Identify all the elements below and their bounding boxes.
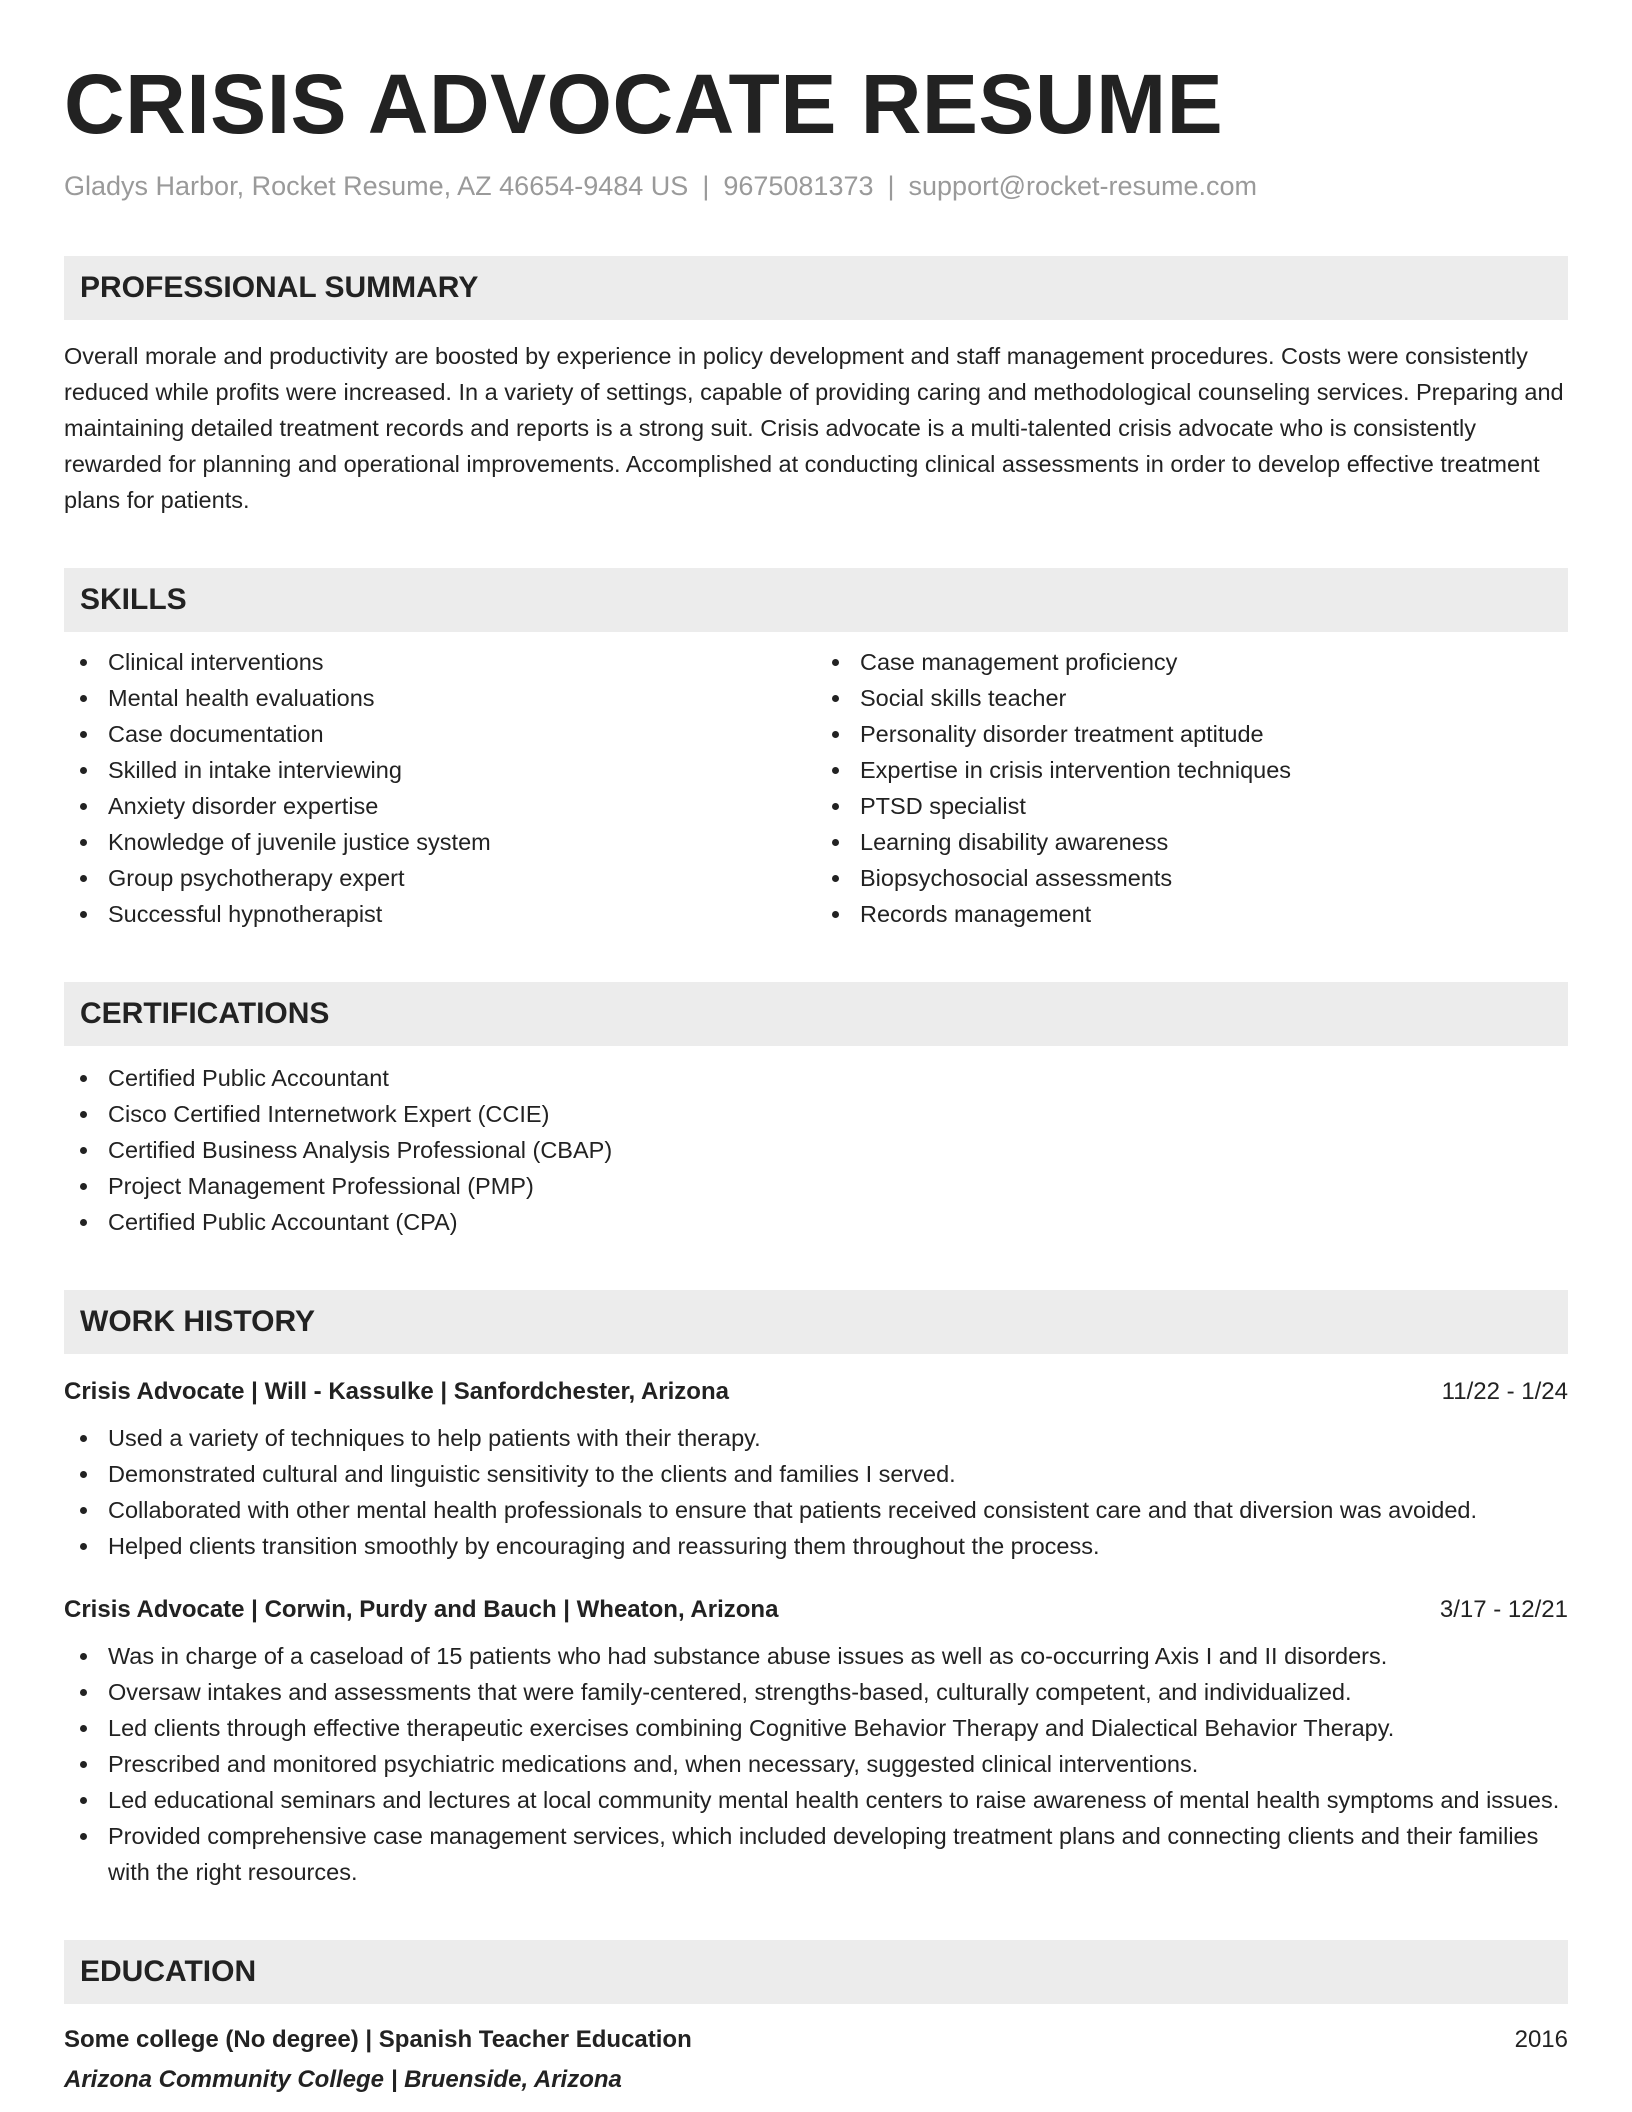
certification-item: Certified Public Accountant (64, 1060, 1568, 1096)
section-heading-summary: PROFESSIONAL SUMMARY (64, 256, 1568, 320)
job-bullet: Used a variety of techniques to help patients with their therapy. (64, 1420, 1568, 1456)
education-degree: Some college (No degree) | Spanish Teacher Education (64, 2026, 692, 2053)
job-header (64, 1374, 1568, 1410)
section-heading-certifications: CERTIFICATIONS (64, 982, 1568, 1046)
job-bullet: Led educational seminars and lectures at local community mental health centers to raise awareness of mental health symptoms and issues. (64, 1782, 1568, 1818)
section-heading-skills: SKILLS (64, 568, 1568, 632)
job-bullets (64, 1638, 1568, 1890)
skill-item: Mental health evaluations (64, 680, 816, 716)
certification-item: Certified Business Analysis Professional (CBAP) (64, 1132, 1568, 1168)
job-header (64, 1592, 1568, 1628)
skills-grid (64, 644, 1568, 932)
skill-item: Biopsychosocial assessments (816, 860, 1568, 896)
job-bullet: Prescribed and monitored psychiatric medications and, when necessary, suggested clinical interventions. (64, 1746, 1568, 1782)
skill-item: Group psychotherapy expert (64, 860, 816, 896)
skill-item: Case documentation (64, 716, 816, 752)
skill-item: Social skills teacher (816, 680, 1568, 716)
skill-item: PTSD specialist (816, 788, 1568, 824)
job-title: Crisis Advocate | Corwin, Purdy and Bauch | Wheaton, Arizona (64, 1596, 779, 1623)
certification-item: Certified Public Accountant (CPA) (64, 1204, 1568, 1240)
contact-email: support@rocket-resume.com (908, 171, 1258, 201)
job-dates: 3/17 - 12/21 (1439, 1596, 1568, 1623)
education-school: Arizona Community College | Bruenside, Arizona (64, 2066, 622, 2093)
job-bullet: Oversaw intakes and assessments that were family-centered, strengths-based, culturally competent, and individualized. (64, 1674, 1568, 1710)
job-bullet: Collaborated with other mental health professionals to ensure that patients received consistent care and that diversion was avoided. (64, 1492, 1568, 1528)
contact-separator: | (887, 171, 895, 201)
job-bullet: Was in charge of a caseload of 15 patients who had substance abuse issues as well as co-occurring Axis I and II disorders. (64, 1638, 1568, 1674)
skill-item: Clinical interventions (64, 644, 816, 680)
job-dates: 11/22 - 1/24 (1441, 1378, 1568, 1405)
contact-address: Gladys Harbor, Rocket Resume, AZ 46654-9484 US (64, 171, 689, 201)
skill-item: Personality disorder treatment aptitude (816, 716, 1568, 752)
contact-line (64, 168, 1568, 204)
education-header (64, 2022, 1568, 2058)
skills-column-right (816, 644, 1568, 932)
skill-item: Records management (816, 896, 1568, 932)
skill-item: Case management proficiency (816, 644, 1568, 680)
contact-phone: 9675081373 (723, 171, 874, 201)
section-heading-work-history: WORK HISTORY (64, 1290, 1568, 1354)
skill-item: Anxiety disorder expertise (64, 788, 816, 824)
job-bullet: Helped clients transition smoothly by encouraging and reassuring them throughout the process. (64, 1528, 1568, 1564)
job-bullet: Demonstrated cultural and linguistic sensitivity to the clients and families I served. (64, 1456, 1568, 1492)
job-title: Crisis Advocate | Will - Kassulke | Sanfordchester, Arizona (64, 1378, 729, 1405)
summary-text: Overall morale and productivity are boosted by experience in policy development and staff management procedures. Costs were consistently reduced while profits were increased. In a variety of settings, capable of providing caring and methodological counseling services. Preparing and maintaining detailed treatment records and reports is a strong suit. Crisis advocate is a multi-talented crisis advocate who is consistently rewarded for planning and operational improvements. Accomplished at conducting clinical assessments in order to develop effective treatment plans for patients. (64, 343, 1564, 513)
job-bullet: Provided comprehensive case management services, which included developing treatment plans and connecting clients and their families with the right resources. (64, 1818, 1568, 1890)
job-bullets (64, 1420, 1568, 1564)
job-entry (64, 1592, 1568, 1890)
skill-item: Successful hypnotherapist (64, 896, 816, 932)
skill-item: Knowledge of juvenile justice system (64, 824, 816, 860)
certification-item: Project Management Professional (PMP) (64, 1168, 1568, 1204)
section-heading-education: EDUCATION (64, 1940, 1568, 2004)
certification-item: Cisco Certified Internetwork Expert (CCIE) (64, 1096, 1568, 1132)
skill-item: Expertise in crisis intervention techniques (816, 752, 1568, 788)
skill-item: Learning disability awareness (816, 824, 1568, 860)
skill-item: Skilled in intake interviewing (64, 752, 816, 788)
contact-separator: | (702, 171, 710, 201)
certifications-list (64, 1060, 1568, 1240)
education-year: 2016 (1514, 2026, 1568, 2053)
resume-title: CRISIS ADVOCATE RESUME (64, 57, 1224, 151)
skills-column-left (64, 644, 816, 932)
job-bullet: Led clients through effective therapeutic exercises combining Cognitive Behavior Therapy and Dialectical Behavior Therapy. (64, 1710, 1568, 1746)
job-entry (64, 1374, 1568, 1564)
